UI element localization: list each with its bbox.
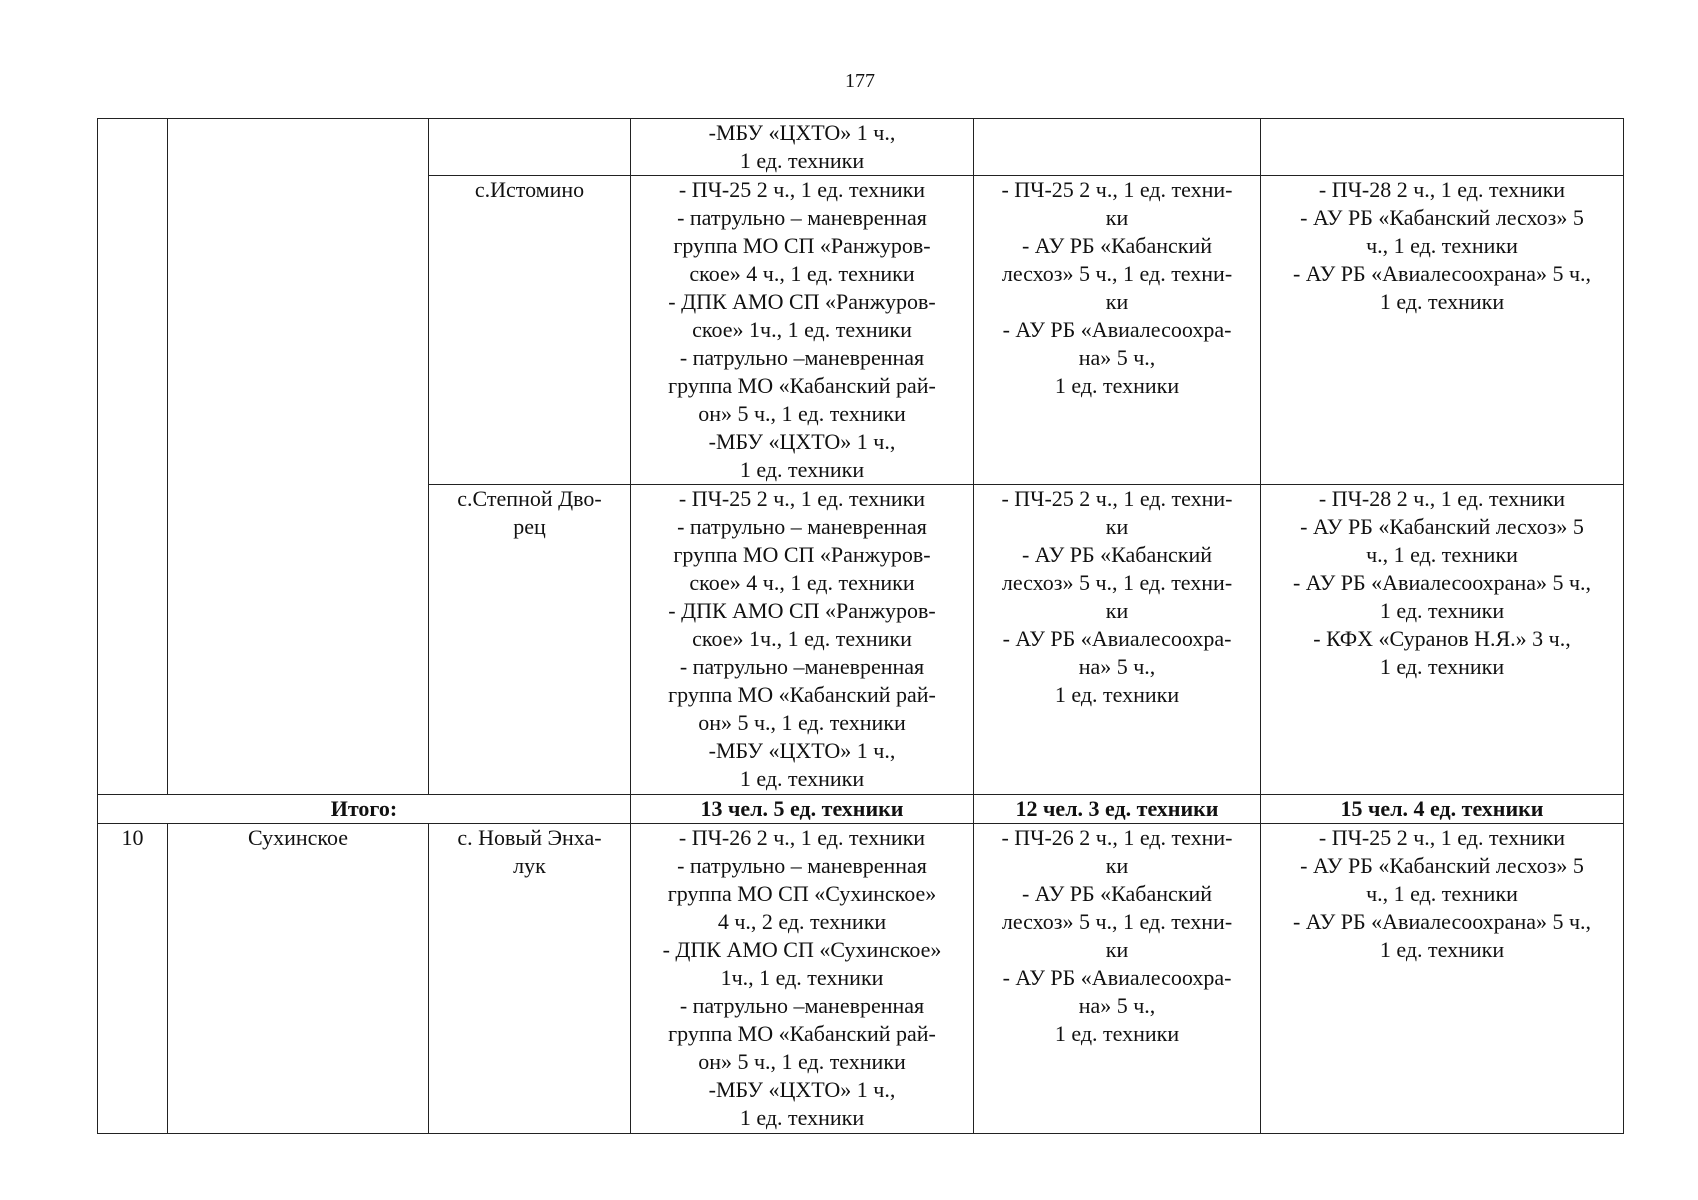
- cell-line: - ДПК АМО СП «Сухинское»: [662, 937, 942, 962]
- total-row: [98, 795, 1624, 824]
- forces-cell: [1261, 824, 1624, 1134]
- cell-line: с.Степной Дво-: [457, 486, 602, 511]
- cell-line: - КФХ «Суранов Н.Я.» 3 ч.,: [1313, 626, 1571, 651]
- forces-cell: [631, 485, 974, 795]
- cell-line: - АУ РБ «Кабанский лесхоз» 5: [1300, 853, 1584, 878]
- cell-line: - патрульно –маневренная: [679, 993, 925, 1018]
- cell-line: -МБУ «ЦХТО» 1 ч.,: [708, 738, 896, 763]
- cell-line: ское» 4 ч., 1 ед. техники: [689, 570, 915, 595]
- page-number: 177: [845, 70, 875, 92]
- forces-cell: [974, 485, 1261, 795]
- forces-cell: [631, 824, 974, 1134]
- cell-line: - АУ РБ «Кабанский: [1021, 542, 1213, 567]
- cell-line: - патрульно – маневренная: [677, 514, 927, 539]
- cell-line: - АУ РБ «Авиалесоохра-: [1002, 626, 1232, 651]
- forces-table: [97, 118, 1624, 1134]
- cell-line: 1 ед. техники: [1054, 1021, 1180, 1046]
- settlement-cell: [429, 119, 631, 176]
- cell-line: - ПЧ-25 2 ч., 1 ед. техники: [678, 486, 926, 511]
- forces-cell: [1261, 485, 1624, 795]
- cell-line: ки: [1105, 598, 1129, 623]
- cell-line: с.Истомино: [474, 177, 585, 202]
- cell-line: группа МО «Кабанский рай-: [668, 682, 936, 707]
- cell-line: группа МО СП «Ранжуров-: [673, 542, 931, 567]
- settlement-cell: [429, 176, 631, 485]
- cell-line: на» 5 ч.,: [1078, 993, 1156, 1018]
- cell-line: ки: [1105, 514, 1129, 539]
- cell-line: - ПЧ-25 2 ч., 1 ед. техни-: [1001, 486, 1233, 511]
- cell-line: на» 5 ч.,: [1078, 654, 1156, 679]
- cell-line: ское» 4 ч., 1 ед. техники: [689, 261, 915, 286]
- total-forces2: 12 чел. 3 ед. техники: [974, 795, 1261, 824]
- cell-line: ч., 1 ед. техники: [1366, 542, 1518, 567]
- cell-line: -МБУ «ЦХТО» 1 ч.,: [708, 120, 896, 145]
- cell-line: ское» 1ч., 1 ед. техники: [692, 626, 912, 651]
- cell-line: группа МО СП «Сухинское»: [667, 881, 937, 906]
- cell-line: группа МО «Кабанский рай-: [668, 1021, 936, 1046]
- total-label: Итого:: [98, 795, 631, 824]
- cell-line: группа МО «Кабанский рай-: [668, 373, 936, 398]
- cell-line: - ПЧ-28 2 ч., 1 ед. техники: [1318, 486, 1566, 511]
- cell-line: - патрульно –маневренная: [679, 345, 925, 370]
- cell-line: -МБУ «ЦХТО» 1 ч.,: [708, 1077, 896, 1102]
- cell-line: лук: [513, 853, 546, 878]
- forces-cell: [974, 176, 1261, 485]
- cell-line: - ПЧ-26 2 ч., 1 ед. техни-: [1001, 825, 1233, 850]
- cell-line: ки: [1105, 289, 1129, 314]
- cell-line: - АУ РБ «Кабанский: [1021, 233, 1213, 258]
- cell-line: он» 5 ч., 1 ед. техники: [698, 710, 906, 735]
- cell-line: ки: [1105, 205, 1129, 230]
- cell-line: 1 ед. техники: [1379, 654, 1505, 679]
- cell-line: 1ч., 1 ед. техники: [720, 965, 884, 990]
- cell-line: 1 ед. техники: [1379, 598, 1505, 623]
- cell-line: - АУ РБ «Авиалесоохрана» 5 ч.,: [1292, 570, 1592, 595]
- cell-line: 1 ед. техники: [739, 766, 865, 791]
- cell-line: - ПЧ-25 2 ч., 1 ед. техники: [1318, 825, 1566, 850]
- row-number-cell: 10: [98, 824, 168, 1134]
- forces-cell: [1261, 176, 1624, 485]
- cell-line: 1 ед. техники: [739, 457, 865, 482]
- table-row: [98, 824, 1624, 1134]
- cell-line: - АУ РБ «Авиалесоохра-: [1002, 965, 1232, 990]
- cell-line: - патрульно – маневренная: [677, 853, 927, 878]
- cell-line: 1 ед. техники: [1054, 682, 1180, 707]
- cell-line: 1 ед. техники: [739, 1105, 865, 1130]
- cell-line: - ПЧ-25 2 ч., 1 ед. техники: [678, 177, 926, 202]
- cell-line: - АУ РБ «Авиалесоохра-: [1002, 317, 1232, 342]
- cell-line: 1 ед. техники: [1054, 373, 1180, 398]
- table-row: [98, 119, 1624, 176]
- cell-line: рец: [513, 514, 546, 539]
- cell-line: - ПЧ-25 2 ч., 1 ед. техни-: [1001, 177, 1233, 202]
- cell-line: - АУ РБ «Авиалесоохрана» 5 ч.,: [1292, 909, 1592, 934]
- cell-line: - патрульно –маневренная: [679, 654, 925, 679]
- cell-line: 1 ед. техники: [1379, 289, 1505, 314]
- settlement-cell: [429, 485, 631, 795]
- municipality-cell: Сухинское: [168, 824, 429, 1134]
- cell-line: -МБУ «ЦХТО» 1 ч.,: [708, 429, 896, 454]
- row-number-cell: [98, 119, 168, 795]
- forces-cell: [974, 824, 1261, 1134]
- cell-line: - ПЧ-26 2 ч., 1 ед. техники: [678, 825, 926, 850]
- cell-line: ч., 1 ед. техники: [1366, 233, 1518, 258]
- cell-line: лесхоз» 5 ч., 1 ед. техни-: [1001, 261, 1233, 286]
- forces-cell: [631, 119, 974, 176]
- cell-line: ки: [1105, 937, 1129, 962]
- cell-line: - патрульно – маневренная: [677, 205, 927, 230]
- cell-line: на» 5 ч.,: [1078, 345, 1156, 370]
- settlement-cell: [429, 824, 631, 1134]
- cell-line: 1 ед. техники: [739, 148, 865, 173]
- cell-line: лесхоз» 5 ч., 1 ед. техни-: [1001, 909, 1233, 934]
- cell-line: с. Новый Энха-: [457, 825, 602, 850]
- cell-line: 1 ед. техники: [1379, 937, 1505, 962]
- cell-line: - ДПК АМО СП «Ранжуров-: [668, 289, 936, 314]
- cell-line: он» 5 ч., 1 ед. техники: [698, 401, 906, 426]
- cell-line: - ДПК АМО СП «Ранжуров-: [668, 598, 936, 623]
- cell-line: лесхоз» 5 ч., 1 ед. техни-: [1001, 570, 1233, 595]
- cell-line: он» 5 ч., 1 ед. техники: [698, 1049, 906, 1074]
- total-forces3: 15 чел. 4 ед. техники: [1261, 795, 1624, 824]
- municipality-cell: [168, 119, 429, 795]
- cell-line: группа МО СП «Ранжуров-: [673, 233, 931, 258]
- cell-line: - АУ РБ «Кабанский лесхоз» 5: [1300, 205, 1584, 230]
- cell-line: ки: [1105, 853, 1129, 878]
- forces-cell: [974, 119, 1261, 176]
- forces-cell: [1261, 119, 1624, 176]
- cell-line: - АУ РБ «Кабанский: [1021, 881, 1213, 906]
- total-forces1: 13 чел. 5 ед. техники: [631, 795, 974, 824]
- cell-line: ское» 1ч., 1 ед. техники: [692, 317, 912, 342]
- cell-line: - АУ РБ «Авиалесоохрана» 5 ч.,: [1292, 261, 1592, 286]
- cell-line: - ПЧ-28 2 ч., 1 ед. техники: [1318, 177, 1566, 202]
- cell-line: 4 ч., 2 ед. техники: [717, 909, 887, 934]
- forces-cell: [631, 176, 974, 485]
- cell-line: ч., 1 ед. техники: [1366, 881, 1518, 906]
- cell-line: - АУ РБ «Кабанский лесхоз» 5: [1300, 514, 1584, 539]
